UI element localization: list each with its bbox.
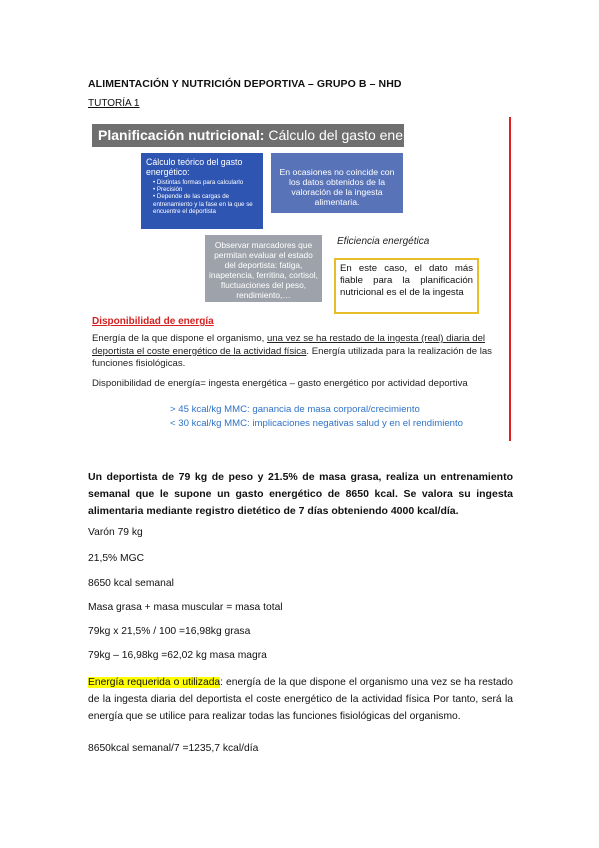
availability-text [92, 333, 507, 371]
slide-red-border [509, 117, 511, 441]
list-item: • Distintas formas para calcularlo [153, 179, 258, 186]
availability-formula: Disponibilidad de energía= ingesta energética – gasto energético por actividad deportiva [92, 378, 468, 389]
calc-line: Varón 79 kg [88, 527, 143, 538]
availability-text-underlined: una vez se ha restado de la ingesta (real) diaria del deportista el coste energético de la actividad física [92, 333, 486, 357]
slide-header-rest: Cálculo del gasto energético [264, 127, 446, 143]
definition-text: : energía de la que dispone el organismo una vez se ha restado de la ingesta diaria del deportista el coste energético de la actividad física Por tanto, será la energía que se utilice para realizar todas las funciones fisiológicas del organismo. [88, 677, 513, 722]
markers-box: Observar marcadores que permitan evaluar el estado del deportista: fatiga, inapetencia, ferritina, cortisol, fluctuaciones del peso, rendimiento,… [205, 235, 322, 302]
slide-header-bold: Planificación nutricional: [98, 127, 265, 143]
calc-line: 79kg x 21,5% / 100 =16,98kg grasa [88, 626, 251, 637]
problem-statement: Un deportista de 79 kg de peso y 21.5% de masa grasa, realiza un entrenamiento semanal que le supone un gasto energético de 8650 kcal. Se valora su ingesta alimentaria mediante registro dietético de 7 días obteniendo 4000 kcal/día. [88, 471, 513, 517]
efficiency-label: Eficiencia energética [337, 236, 430, 247]
theoretical-calc-box [141, 153, 263, 229]
calc-line: 8650 kcal semanal [88, 578, 174, 589]
kcal-threshold-high: > 45 kcal/kg MMC: ganancia de masa corporal/crecimiento [170, 404, 420, 415]
section-heading: TUTORÍA 1 [88, 98, 140, 109]
calc-line: 79kg – 16,98kg =62,02 kg masa magra [88, 650, 267, 661]
highlighted-term: Energía requerida o utilizada [88, 677, 221, 688]
mismatch-box: En ocasiones no coincide con los datos obtenidos de la valoración de la ingesta alimentaria. [271, 153, 403, 213]
list-item: • Precisión [153, 186, 258, 193]
list-item: • Depende de las cargas de entrenamiento y la fase en la que se encuentre el deportista [153, 193, 258, 215]
theoretical-calc-title: Cálculo teórico del gasto energético: [146, 157, 243, 177]
reliable-data-box: En este caso, el dato más fiable para la planificación nutricional es el de la ingesta [334, 258, 479, 314]
availability-text-part: Energía de la que dispone el organismo, [92, 333, 267, 344]
energy-definition [88, 674, 513, 725]
daily-energy-result: 8650kcal semanal/7 =1235,7 kcal/día [88, 743, 259, 754]
calc-line: Masa grasa + masa muscular = masa total [88, 602, 283, 613]
availability-text-part: . Energía utilizada para la realización de las funciones fisiológicas. [92, 345, 492, 369]
calc-line: 21,5% MGC [88, 553, 145, 564]
theoretical-calc-list [146, 179, 258, 215]
document-title: ALIMENTACIÓN Y NUTRICIÓN DEPORTIVA – GRUPO B – NHD [88, 78, 402, 90]
availability-title: Disponibilidad de energía [92, 316, 214, 327]
kcal-threshold-low: < 30 kcal/kg MMC: implicaciones negativas salud y en el rendimiento [170, 418, 464, 429]
slide-header [92, 124, 446, 147]
